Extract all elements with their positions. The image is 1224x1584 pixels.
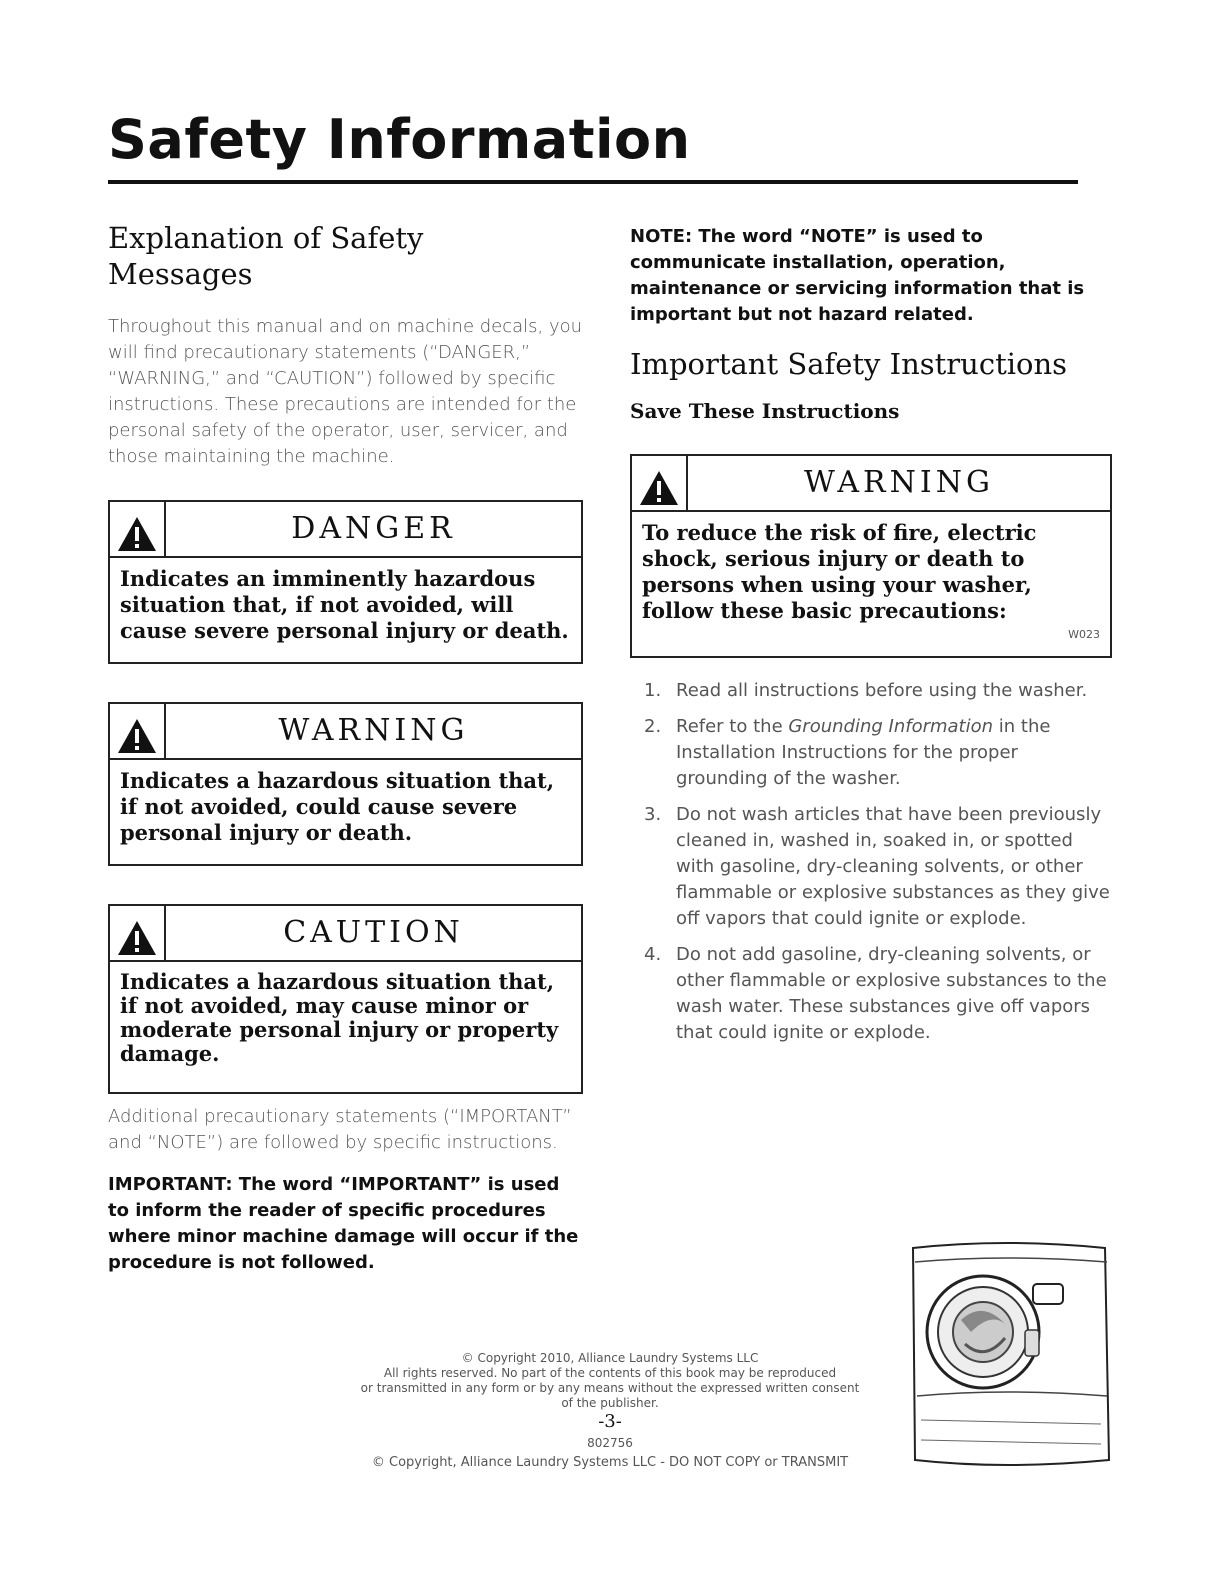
footer-copyright: © Copyright 2010, Alliance Laundry Systems LLC	[461, 1351, 759, 1365]
footer-rights-3: of the publisher.	[561, 1396, 659, 1410]
footer-rights-1: All rights reserved. No part of the contents of this book may be reproduced	[383, 1366, 837, 1380]
danger-text: Indicates an imminently hazardous situation that, if not avoided, will cause severe personal injury or death.	[120, 566, 569, 643]
warning-box	[108, 702, 583, 866]
list-item: 1. Read all instructions before using the washer.	[644, 680, 1088, 701]
intro-paragraph: Throughout this manual and on machine decals, you will find precautionary statements (“DANGER,” “WARNING,” and “CAUTION”) followed by specific instructions. These precautions are intended for the personal safety of the operator, user, servicer, and those maintaining the machine.	[108, 316, 583, 467]
instruction-list	[630, 678, 1112, 1046]
footer-notice: © Copyright, Alliance Laundry Systems LLC - DO NOT COPY or TRANSMIT	[371, 1455, 849, 1470]
danger-label: DANGER	[291, 511, 456, 546]
washer-illustration	[905, 1240, 1115, 1470]
important-note: IMPORTANT: The word “IMPORTANT” is used to inform the reader of specific procedures where minor machine damage will occur if the procedure is not followed.	[108, 1174, 579, 1273]
important-safety-heading: Important Safety Instructions	[630, 347, 1068, 381]
danger-box	[108, 500, 583, 664]
page-title: Safety Information	[108, 108, 691, 171]
explanation-heading: Explanation of Safety Messages	[108, 221, 424, 291]
washer-warning-box	[630, 454, 1112, 658]
caution-label: CAUTION	[283, 915, 464, 950]
footer-rights-2: or transmitted in any form or by any means without the expressed written consent	[360, 1381, 860, 1395]
save-instructions-subheading: Save These Instructions	[630, 399, 900, 423]
warning-triangle-icon	[110, 704, 166, 758]
list-item: 2. Refer to the Grounding Information in the Installation Instructions for the proper grounding of the washer.	[644, 716, 1051, 789]
footer	[310, 1351, 910, 1470]
warning-label: WARNING	[278, 713, 469, 748]
warning-code: W023	[1068, 628, 1100, 641]
doc-number: 802756	[587, 1436, 633, 1450]
list-item: 4. Do not add gasoline, dry-cleaning solvents, or other flammable or explosive substances to the wash water. These substances give off vapors that could ignite or explode.	[644, 944, 1107, 1043]
warning-triangle-icon	[110, 502, 166, 556]
caution-box	[108, 904, 583, 1094]
caution-text: Indicates a hazardous situation that, if not avoided, may cause minor or moderate personal injury or property damage.	[120, 969, 559, 1066]
warning-text: Indicates a hazardous situation that, if not avoided, could cause severe personal injury or death.	[120, 768, 555, 845]
warning-triangle-icon	[632, 456, 688, 510]
left-column	[108, 220, 583, 1276]
additional-paragraph: Additional precautionary statements (“IMPORTANT” and “NOTE”) are followed by specific instructions.	[108, 1106, 572, 1153]
title-rule	[108, 180, 1078, 184]
washer-warning-label: WARNING	[804, 465, 994, 500]
note-paragraph: NOTE: The word “NOTE” is used to communicate installation, operation, maintenance or servicing information that is important but not hazard related.	[630, 226, 1085, 325]
washer-warning-text: To reduce the risk of fire, electric shock, serious injury or death to persons when using your washer, follow these basic precautions:	[642, 520, 1037, 623]
list-item: 3. Do not wash articles that have been previously cleaned in, washed in, soaked in, or spotted with gasoline, dry-cleaning solvents, or other flammable or explosive substances as they give off vapors that could ignite or explode.	[644, 804, 1110, 929]
warning-triangle-icon	[110, 906, 166, 960]
page-number: -3-	[598, 1411, 622, 1432]
right-column	[630, 224, 1112, 1056]
